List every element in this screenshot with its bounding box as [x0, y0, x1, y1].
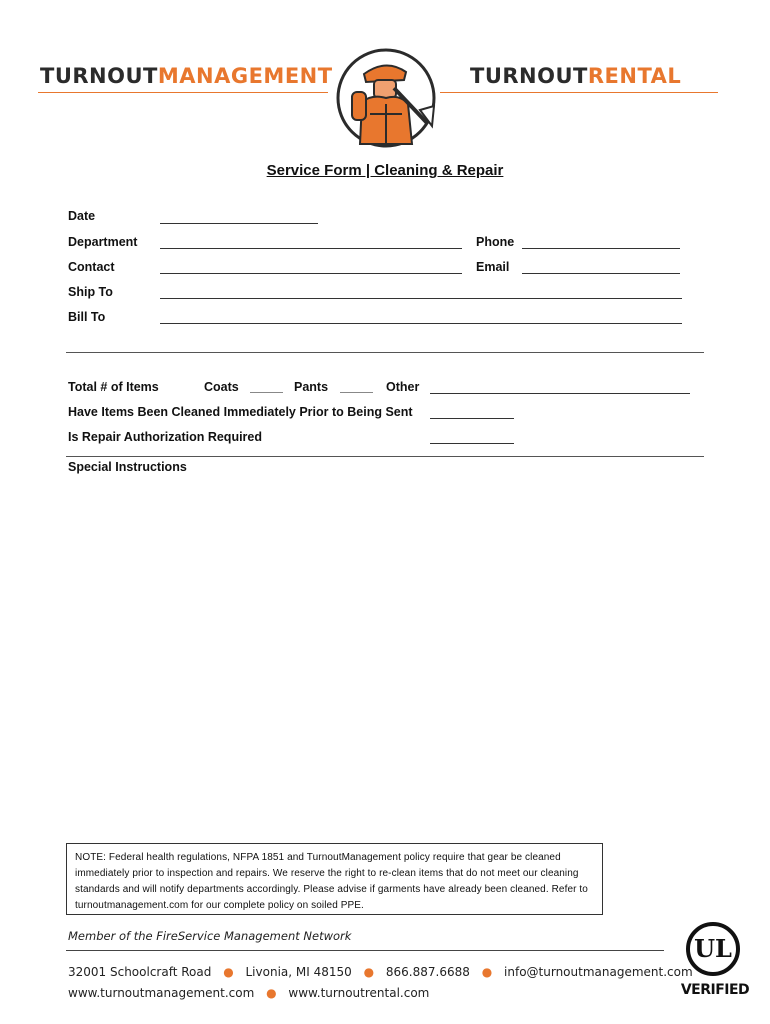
- footer-site-rental-link[interactable]: www.turnoutrental.com: [288, 986, 430, 1000]
- brand-word-turnout: TURNOUT: [40, 64, 158, 88]
- cleaned-label: Have Items Been Cleaned Immediately Prior to Being Sent: [68, 405, 413, 419]
- contact-field[interactable]: [160, 273, 462, 274]
- footer-rule: [66, 950, 664, 951]
- bullet-icon: ●: [223, 965, 234, 979]
- bill-to-field[interactable]: [160, 323, 682, 324]
- cleaned-field[interactable]: [430, 418, 514, 419]
- footer-address: 32001 Schoolcraft Road: [68, 965, 212, 979]
- pants-label: Pants: [294, 380, 329, 394]
- brand-word-rental: RENTAL: [587, 64, 682, 88]
- email-field[interactable]: [522, 273, 680, 274]
- phone-label: Phone: [476, 235, 515, 249]
- footer-city: Livonia, MI 48150: [245, 965, 352, 979]
- coats-label: Coats: [204, 380, 239, 394]
- department-label: Department: [68, 235, 138, 249]
- header-rule-right: [440, 92, 718, 93]
- contact-label: Contact: [68, 260, 115, 274]
- brand-word-management: MANAGEMENT: [157, 64, 333, 88]
- brand-turnout-rental: [470, 64, 681, 88]
- form-title: Service Form | Cleaning & Repair: [266, 162, 504, 179]
- policy-note: NOTE: Federal health regulations, NFPA 1851 and TurnoutManagement policy require that gear be cleaned immediately prior to inspection and repairs. We reserve the right to re-clean items that do not meet our cleaning standards and will notify departments accordingly. Please advise if garments have already been cleaned. Refer to turnoutmanagement.com for our complete policy on soiled PPE.: [66, 843, 603, 915]
- footer-email-link[interactable]: info@turnoutmanagement.com: [504, 965, 693, 979]
- date-label: Date: [68, 209, 96, 223]
- email-label: Email: [476, 260, 510, 274]
- brand-turnout-management: [40, 64, 333, 88]
- brand-word-turnout-2: TURNOUT: [470, 64, 588, 88]
- bullet-icon: ●: [266, 986, 277, 1000]
- total-items-label: Total # of Items: [68, 380, 159, 394]
- member-line: Member of the FireService Management Network: [68, 929, 352, 943]
- ul-circle: [686, 922, 740, 976]
- section-divider-1: [66, 352, 704, 353]
- footer-address-row: [68, 965, 693, 979]
- verified-text: VERIFIED: [680, 982, 750, 998]
- footer-site-management-link[interactable]: www.turnoutmanagement.com: [68, 986, 255, 1000]
- bullet-icon: ●: [481, 965, 493, 979]
- section-divider-2: [66, 456, 704, 457]
- bullet-icon: ●: [363, 965, 375, 979]
- special-instructions-area[interactable]: [66, 478, 704, 833]
- other-label: Other: [386, 380, 420, 394]
- phone-field[interactable]: [522, 248, 680, 249]
- ul-verified-icon: [680, 922, 750, 1004]
- ship-to-field[interactable]: [160, 298, 682, 299]
- header-rule-left: [38, 92, 328, 93]
- date-field[interactable]: [160, 223, 318, 224]
- pants-field[interactable]: _____: [340, 380, 374, 394]
- department-field[interactable]: [160, 248, 462, 249]
- repair-auth-field[interactable]: [430, 443, 514, 444]
- ship-to-label: Ship To: [68, 285, 113, 299]
- special-instructions-label: Special Instructions: [68, 460, 187, 474]
- coats-field[interactable]: _____: [250, 380, 284, 394]
- repair-auth-label: Is Repair Authorization Required: [68, 430, 263, 444]
- ul-text: UL: [694, 934, 732, 963]
- footer-phone: 866.887.6688: [385, 965, 470, 979]
- bill-to-label: Bill To: [68, 310, 106, 324]
- footer-sites-row: [68, 986, 429, 1000]
- other-field[interactable]: [430, 393, 690, 394]
- firefighter-logo-icon: [334, 44, 438, 152]
